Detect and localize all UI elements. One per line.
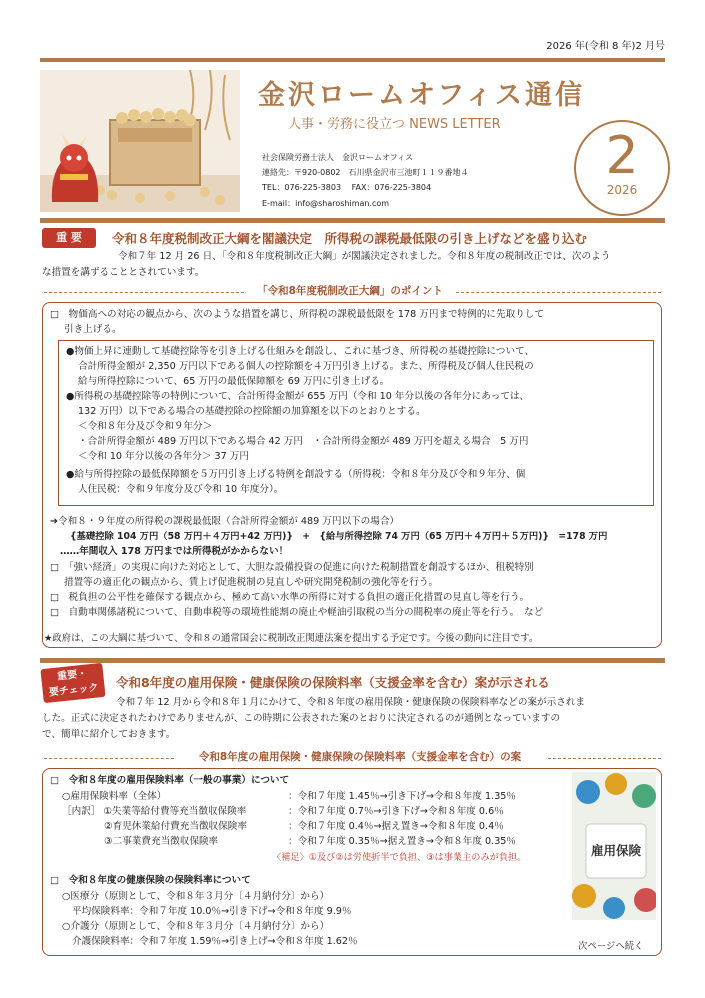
article2-section-title: 令和8年度の雇用保険・健康保険の保険料率（支援金率を含む）の案 (198, 751, 522, 763)
company-line: E-mail：info@sharoshiman.com (262, 198, 390, 208)
employment-note: 〈補足〉①及び②は労使折半で負担、③は事業主のみが負担。 (272, 852, 527, 863)
issue-year: 2026 (606, 183, 638, 197)
employment-title: □ 令和８年度の雇用保険料率（一般の事業）について (50, 775, 290, 786)
rate-label: ③二事業費充当徴収保険率 (104, 836, 219, 847)
point-line: 措置等の適正化の観点から、賃上げ促進税制の見直しや研究開発税制の強化等を行う。 (64, 577, 439, 588)
newsletter-subtitle: 人事・労務に役立つ NEWS LETTER (288, 117, 501, 132)
rate-label: ○雇用保険料率（全体） (62, 791, 167, 802)
company-info (262, 150, 469, 211)
detail-line: 人住民税：令和９年度分及び令和 10 年度分）。 (78, 484, 284, 495)
section-divider (548, 758, 661, 759)
article2-intro-line: した。正式に決定されたわけでありませんが、この時期に公表された案のとおりに決定されるのが通例となっていますの (42, 713, 561, 724)
newsletter-title: 金沢ロームオフィス通信 (258, 80, 586, 111)
rate-value: ：令和７年度 1.45％→引き下げ→令和８年度 1.35％ (288, 791, 516, 802)
detail-line: 合計所得金額が 2,350 万円以下である個人の控除額を４万円引き上げる。また、所得税及び個人住民税の (78, 361, 534, 372)
article1-rule (40, 218, 665, 223)
rate-value: ：令和７年度 0.35％→据え置き→令和８年度 0.35％ (288, 836, 516, 847)
article1-heading: 令和８年度税制改正大綱を閣議決定 所得税の課税最低限の引き上げなどを盛り込む (112, 231, 588, 246)
article2-intro-line: 令和７年 12 月から令和８年１月にかけて、令和８年度の雇用保険・健康保険の保険料率などの案が示されま (116, 697, 586, 708)
article2-rule (40, 658, 665, 663)
detail-line: ＜令和 10 年分以後の各年分＞ 37 万円 (78, 451, 249, 462)
rate-value: ：令和７年度 0.7％→引き下げ→令和８年度 0.6％ (288, 806, 504, 817)
detail-line: 給与所得控除について、65 万円の最低保障額を 69 万円に引き上げる。 (78, 376, 390, 387)
article1-footnote: ★政府は、この大綱に基づいて、令和８の通常国会に税制改正関連法案を提出する予定です。今後の動向に注目です。 (44, 633, 539, 644)
point-line: □ 物価高への対応の観点から、次のような措置を講じ、所得税の課税最低限を 178 万円まで特例的に先取りして (50, 309, 544, 320)
detail-line: ●物価上昇に連動して基礎控除等を引き上げる仕組みを創設し、これに基づき、所得税の基礎控除について、 (66, 346, 535, 357)
section-divider (44, 758, 174, 759)
health-title: □ 令和８年度の健康保険の保険料率について (50, 875, 251, 886)
important-badge: 重 要 (42, 228, 96, 248)
badge-line: 要チェック (48, 682, 100, 699)
company-line: 社会保険労務士法人 金沢ロームオフィス (262, 153, 414, 162)
calc-formula: {基礎控除 104 万円（58 万円＋４万円+42 万円)} + {給与所得控除 74 万円（65 万円＋４万円＋５万円)} =178 万円 (70, 531, 608, 542)
next-page-note: 次ページへ続く (578, 941, 644, 952)
article2-intro-line: で、簡単に紹介しておきます。 (42, 729, 176, 740)
section-divider (44, 292, 244, 293)
point-line: □ 税負担の公平性を確保する観点から、極めて高い水準の所得に対する負担の適正化措置の見直し等を行う。 (50, 592, 530, 603)
company-line: TEL：076-225-3803 FAX：076-225-3804 (262, 183, 432, 193)
calc-result: ……年間収入 178 万円までは所得税がかからない！ (60, 546, 289, 557)
rate-label: ②育児休業給付費充当徴収保険率 (104, 821, 247, 832)
must-check-badge (40, 663, 105, 703)
section-divider (456, 292, 661, 293)
issue-number: 2 (605, 126, 639, 186)
health-line: ○医療分（原則として、令和８年３月分〔４月納付分〕から） (62, 891, 330, 902)
article1-intro-line: な措置を講ずることとされています。 (42, 267, 205, 278)
insurance-image-label: 雇用保険 (590, 843, 641, 858)
badge-line: 重要・ (56, 668, 88, 683)
point-line: □ 「強い経済」の実現に向けた対応として、大胆な設備投資の促進に向けた税制措置を創設するほか、租税特別 (50, 562, 534, 573)
insurance-image (572, 772, 656, 920)
rate-value: ：令和７年度 0.4％→据え置き→令和８年度 0.4％ (288, 821, 504, 832)
detail-line: 132 万円）以下である場合の基礎控除の控除額の加算額を以下のとおりとする。 (78, 406, 426, 417)
detail-line: ＜令和８年分及び令和９年分＞ (78, 421, 213, 432)
detail-line: ●給与所得控除の最低保障額を５万円引き上げる特例を創設する（所得税：令和８年分及び令和９年分、個 (66, 469, 526, 480)
calc-line: ➔令和８・９年度の所得税の課税最低限（合計所得金額が 489 万円以下の場合） (50, 516, 400, 527)
detail-line: ●所得税の基礎控除等の特例について、合計所得金額が 655 万円（令和 10 年分以後の各年分にあっては、 (66, 391, 530, 402)
article1-intro-line: 令和７年 12 月 26 日、「令和８年度税制改正大綱」が閣議決定されました。令和８年度の税制改正では、次のよう (118, 251, 611, 262)
header-rule (40, 58, 665, 62)
header-photo (40, 70, 240, 212)
issue-circle (574, 120, 670, 216)
rate-label: ［内訳］ ①失業等給付費等充当徴収保険率 (62, 806, 247, 817)
article1-section-title: 「令和8年度税制改正大綱」のポイント (257, 285, 443, 297)
point-line: 引き上げる。 (64, 324, 122, 335)
point-line: □ 自動車関係諸税について、自動車税等の環境性能割の廃止や軽油引取税の当分の間税率の廃止等を行う。 など (50, 607, 544, 618)
issue-date: 2026 年(令和 8 年)2 月号 (546, 41, 665, 52)
article2-heading: 令和8年度の雇用保険・健康保険の保険料率（支援金率を含む）案が示される (116, 675, 550, 690)
health-line: 介護保険料率：令和７年度 1.59％→引き上げ→令和８年度 1.62％ (72, 936, 358, 947)
company-line: 連絡先：〒920-0802 石川県金沢市三池町１１９番地４ (262, 168, 469, 178)
detail-line: ・合計所得金額が 489 万円以下である場合 42 万円 ・合計所得金額が 489 万円を超える場合 5 万円 (78, 436, 529, 447)
health-line: ○介護分（原則として、令和８年３月分〔４月納付分〕から） (62, 921, 330, 932)
health-line: 平均保険料率：令和７年度 10.0％→引き下げ→令和８年度 9.9％ (72, 906, 352, 917)
